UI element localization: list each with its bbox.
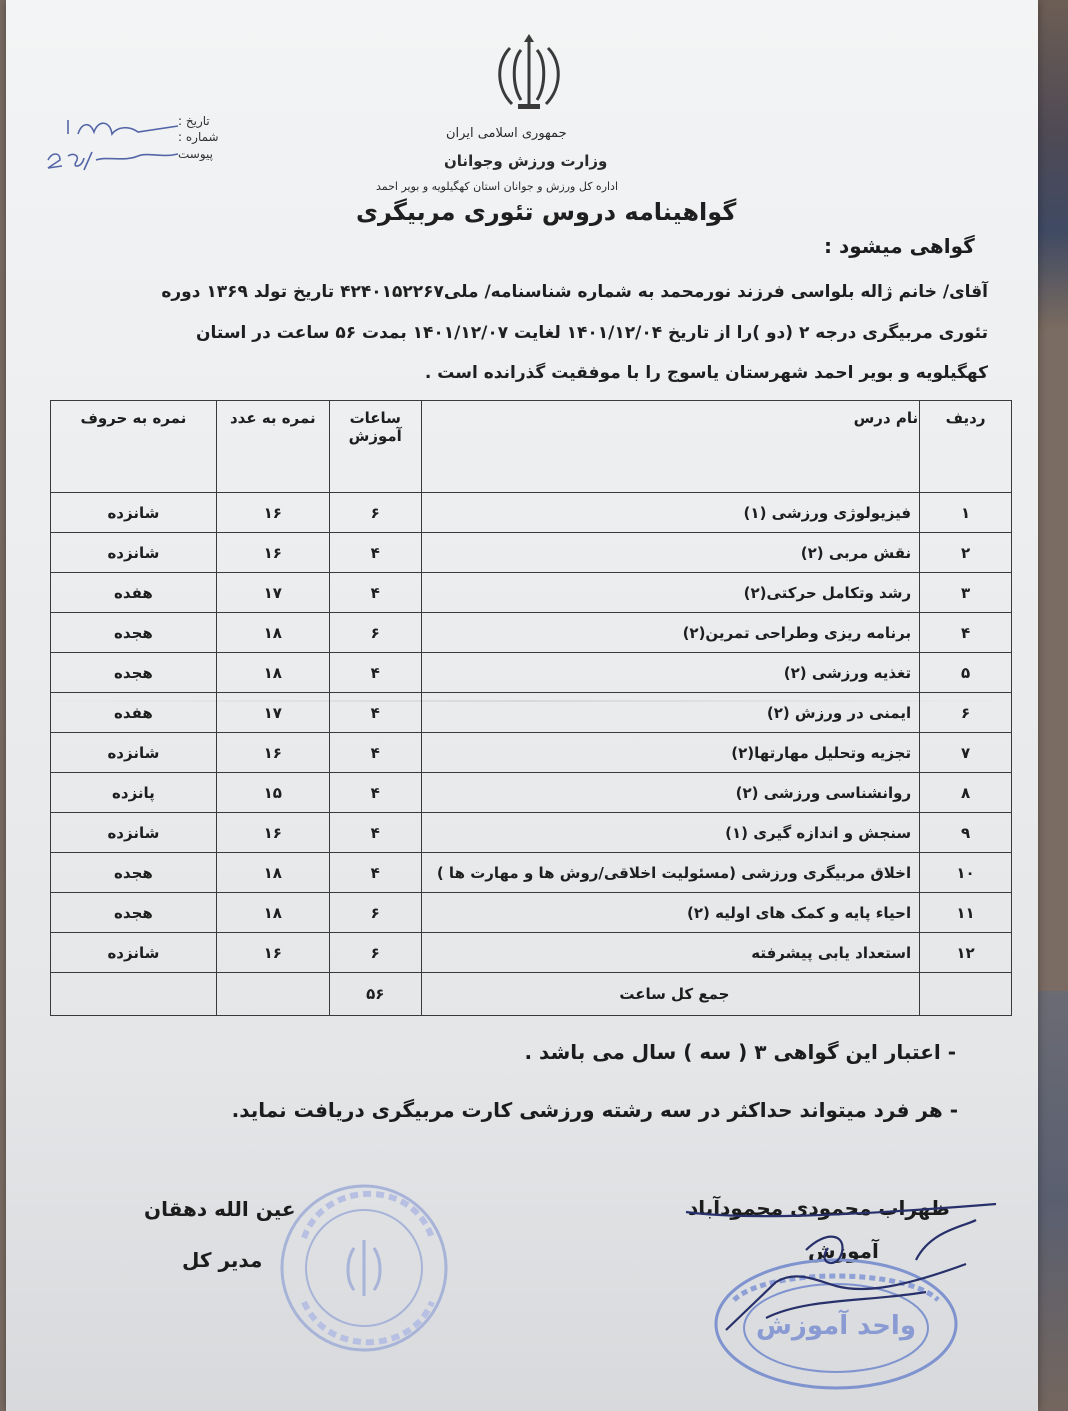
- course-name: تغذیه ورزشی (۲): [421, 653, 919, 693]
- course-name: نقش مربی (۲): [421, 533, 919, 573]
- course-grade: ۱۷: [216, 573, 329, 613]
- course-name: احیاء پایه و کمک های اولیه (۲): [421, 893, 919, 933]
- course-grade: ۱۶: [216, 733, 329, 773]
- course-grade: ۱۵: [216, 773, 329, 813]
- signer-left-title: مدیر کل: [182, 1248, 263, 1272]
- header-department: اداره کل ورزش و جوانان استان کهگیلویه و بویر احمد: [376, 180, 619, 193]
- course-hours: ۶: [329, 893, 421, 933]
- iran-emblem-icon: [488, 30, 570, 116]
- course-grade-words: شانزده: [51, 733, 217, 773]
- course-grade: ۱۶: [216, 813, 329, 853]
- course-grade-words: هجده: [51, 653, 217, 693]
- header-country: جمهوری اسلامی ایران: [446, 126, 567, 141]
- course-grade-words: هجده: [51, 893, 217, 933]
- row-number: ۳: [920, 573, 1012, 613]
- number-label: شماره :: [178, 130, 219, 144]
- course-grade-words: شانزده: [51, 933, 217, 973]
- course-grade-words: پانزده: [51, 773, 217, 813]
- course-grade: ۱۶: [216, 533, 329, 573]
- certification-intro: گواهی میشود :: [824, 234, 975, 258]
- course-hours: ۴: [329, 693, 421, 733]
- course-hours: ۴: [329, 653, 421, 693]
- header-grade-words: نمره به حروف: [51, 401, 217, 493]
- row-number: ۱۰: [920, 853, 1012, 893]
- course-grade-words: هفده: [51, 573, 217, 613]
- total-row: [51, 973, 1012, 1016]
- course-grade: ۱۶: [216, 493, 329, 533]
- course-name: برنامه ریزی وطراحی تمرین(۲): [421, 613, 919, 653]
- course-name: استعداد یابی پیشرفته: [421, 933, 919, 973]
- course-grade: ۱۸: [216, 653, 329, 693]
- table-row: [51, 773, 1012, 813]
- signer-right-title: آموزش: [808, 1239, 879, 1263]
- course-name: تجزیه وتحلیل مهارتها(۲): [421, 733, 919, 773]
- table-row: [51, 813, 1012, 853]
- row-number: ۷: [920, 733, 1012, 773]
- table-row: [51, 733, 1012, 773]
- handwritten-signature: [666, 1190, 1016, 1340]
- validity-note: - اعتبار این گواهی ۳ ( سه ) سال می باشد .: [524, 1040, 956, 1064]
- course-grade-words: هفده: [51, 693, 217, 733]
- course-grade-words: هجده: [51, 853, 217, 893]
- row-number: ۶: [920, 693, 1012, 733]
- table-row: [51, 853, 1012, 893]
- signer-left-name: عین الله دهقان: [144, 1197, 296, 1221]
- table-row: [51, 653, 1012, 693]
- header-hours: ساعات آموزش: [329, 401, 421, 493]
- row-number: ۱: [920, 493, 1012, 533]
- handwritten-date-mark: [38, 112, 183, 172]
- limit-note: - هر فرد میتواند حداکثر در سه رشته ورزشی کارت مربیگری دریافت نماید.: [231, 1098, 958, 1122]
- course-grade: ۱۷: [216, 693, 329, 733]
- course-hours: ۴: [329, 773, 421, 813]
- certificate-title: گواهینامه دروس تئوری مربیگری: [356, 198, 737, 226]
- row-number: ۹: [920, 813, 1012, 853]
- course-grade-words: هجده: [51, 613, 217, 653]
- stamp-unit-text: واحد آموزش: [755, 1311, 917, 1341]
- table-row: [51, 573, 1012, 613]
- certificate-paper: [6, 0, 1038, 1411]
- course-grade: ۱۸: [216, 613, 329, 653]
- course-hours: ۴: [329, 533, 421, 573]
- row-number: ۱۲: [920, 933, 1012, 973]
- course-grade-words: شانزده: [51, 493, 217, 533]
- course-name: اخلاق مربیگری ورزشی (مسئولیت اخلاقی/روش ها و مهارت ها ): [421, 853, 919, 893]
- total-empty-cell: [920, 973, 1012, 1016]
- header-course-name: نام درس: [421, 401, 919, 493]
- row-number: ۴: [920, 613, 1012, 653]
- header-ministry: وزارت ورزش وجوانان: [444, 152, 608, 170]
- header-row-number: ردیف: [920, 401, 1012, 493]
- body-line-3: کهگیلویه و بویر احمد شهرستان یاسوج را با موفقیت گذرانده است .: [424, 363, 988, 383]
- header-grade-number: نمره به عدد: [216, 401, 329, 493]
- official-stamp-left-icon: [274, 1178, 454, 1358]
- table-row: [51, 533, 1012, 573]
- course-grade: ۱۸: [216, 893, 329, 933]
- course-grade: ۱۸: [216, 853, 329, 893]
- table-row: [51, 933, 1012, 973]
- course-hours: ۴: [329, 853, 421, 893]
- course-hours: ۶: [329, 493, 421, 533]
- course-grade-words: شانزده: [51, 533, 217, 573]
- table-row: [51, 693, 1012, 733]
- table-row: [51, 493, 1012, 533]
- table-row: [51, 893, 1012, 933]
- body-line-2: تئوری مربیگری درجه ۲ (دو )را از تاریخ ۱۴۰۱/۱۲/۰۴ لغایت ۱۴۰۱/۱۲/۰۷ بمدت ۵۶ ساعت در استان: [195, 323, 988, 343]
- course-hours: ۶: [329, 613, 421, 653]
- total-empty-cell: [51, 973, 217, 1016]
- total-label: جمع کل ساعت: [421, 973, 919, 1016]
- row-number: ۵: [920, 653, 1012, 693]
- course-grade-words: شانزده: [51, 813, 217, 853]
- date-label: تاریخ :: [178, 114, 210, 128]
- course-hours: ۴: [329, 813, 421, 853]
- course-name: روانشناسی ورزشی (۲): [421, 773, 919, 813]
- attachment-label: پیوست: [178, 147, 213, 161]
- body-line-1: آقای/ خانم ژاله بلواسی فرزند نورمحمد به شماره شناسنامه/ ملی۴۲۴۰۱۵۲۲۶۷ تاریخ تولد ۱۳۶۹ دوره: [161, 282, 988, 302]
- signer-right-name: ظهراب محمودی محمودآباد: [688, 1196, 950, 1220]
- row-number: ۲: [920, 533, 1012, 573]
- course-name: ایمنی در ورزش (۲): [421, 693, 919, 733]
- course-name: رشد وتکامل حرکتی(۲): [421, 573, 919, 613]
- row-number: ۱۱: [920, 893, 1012, 933]
- course-hours: ۴: [329, 733, 421, 773]
- course-hours: ۶: [329, 933, 421, 973]
- courses-table: [50, 400, 1012, 1016]
- table-header-row: [51, 401, 1012, 493]
- course-name: فیزیولوژی ورزشی (۱): [421, 493, 919, 533]
- row-number: ۸: [920, 773, 1012, 813]
- course-grade: ۱۶: [216, 933, 329, 973]
- course-hours: ۴: [329, 573, 421, 613]
- total-empty-cell: [216, 973, 329, 1016]
- table-row: [51, 613, 1012, 653]
- course-name: سنجش و اندازه گیری (۱): [421, 813, 919, 853]
- total-hours: ۵۶: [329, 973, 421, 1016]
